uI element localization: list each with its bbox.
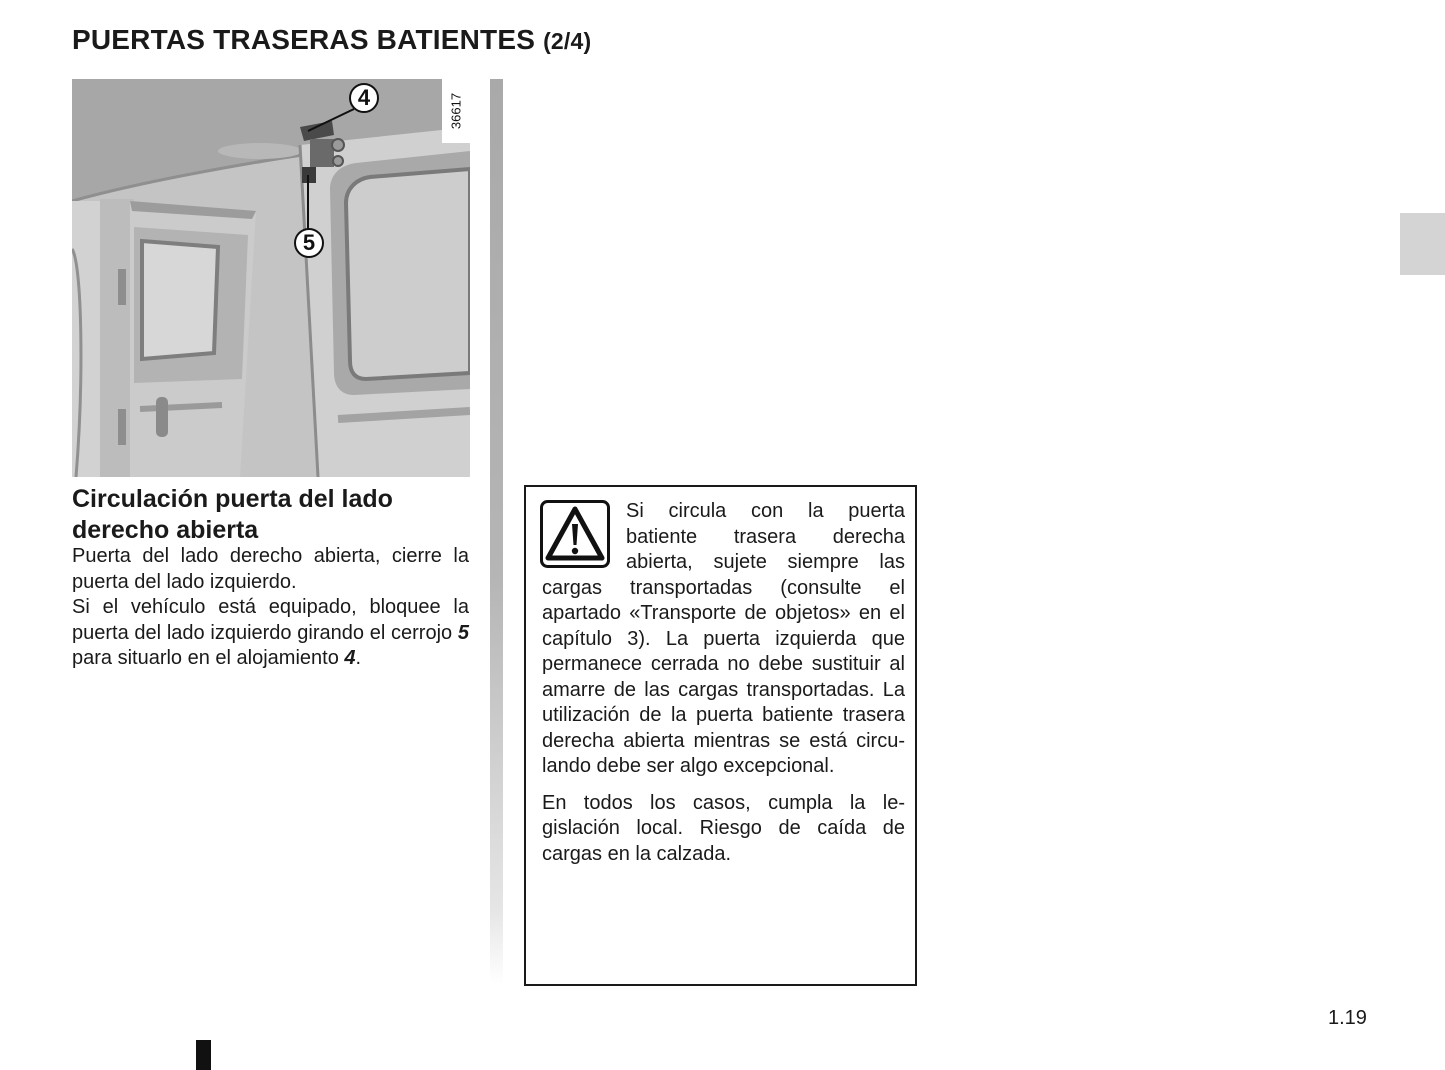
paragraph-2-text-c: . (355, 647, 362, 669)
section-body (72, 544, 469, 672)
column-divider (490, 79, 503, 984)
section-paragraph-1: Puerta del lado derecho abierta, cierre la puerta del lado izquierdo. (72, 545, 469, 593)
print-crop-mark (196, 1040, 211, 1070)
van-rear-door-illustration (72, 79, 470, 477)
page-title (72, 24, 591, 56)
callout-4 (349, 83, 379, 113)
paragraph-2-text-b: para situarlo en el alojamiento (72, 647, 345, 669)
warning-paragraph-1: Si circula con la puerta batiente trasera derecha abierta, sujete siempre las cargas transportadas (consulte el apartado «Transporte de objetos» en el capítulo 3). La puerta izquierda que permanece cerrada no debe sustituir al amarre de las cargas transportadas. La utilización de la puerta batiente trasera derecha abierta mientras se está circulando debe ser algo excepcional. (542, 500, 905, 777)
callout-5-label: 5 (302, 230, 316, 255)
paragraph-2-text-a: Si el vehículo está equipado, bloquee la puerta del lado izquierdo girando el cerrojo (72, 596, 469, 644)
section-heading: Circulación puerta del lado derecho abierta (72, 485, 393, 544)
page-number: 1.19 (1328, 1007, 1367, 1029)
reference-4: 4 (344, 647, 356, 669)
chapter-tab-marker (1400, 213, 1445, 275)
warning-paragraph-2: En todos los casos, cumpla la legislación local. Riesgo de caída de cargas en la calzada. (542, 791, 905, 865)
warning-box (524, 485, 917, 986)
callout-5 (294, 228, 324, 258)
callout-4-label: 4 (357, 85, 371, 110)
warning-text (542, 499, 905, 878)
reference-5: 5 (457, 621, 469, 644)
page-title-part: (2/4) (543, 28, 592, 54)
page-title-main: PUERTAS TRASERAS BATIENTES (72, 24, 536, 55)
image-code: 36617 (448, 92, 464, 130)
section-paragraph-2 (72, 595, 469, 672)
